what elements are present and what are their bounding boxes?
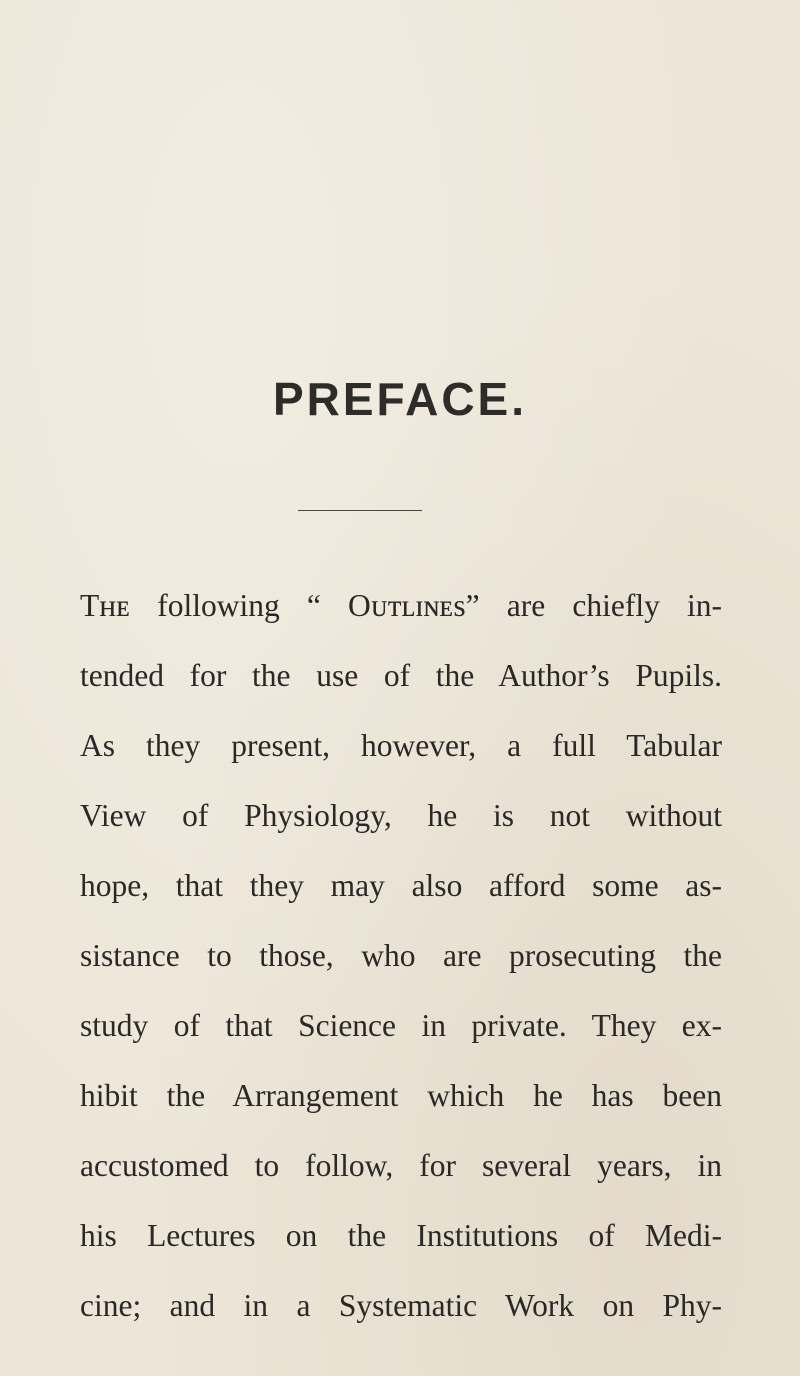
title-divider <box>298 510 422 511</box>
paragraph-line: Tʜᴇ following “ Oᴜᴛʟɪɴᴇs” are chiefly in- <box>80 588 722 623</box>
paragraph-line: accustomed to follow, for several years, in <box>80 1148 722 1183</box>
paragraph-line: study of that Science in private. They ex- <box>80 1008 722 1043</box>
paragraph-line: cine; and in a Systematic Work on Phy- <box>80 1288 722 1323</box>
page-title: PREFACE. <box>272 373 528 425</box>
paragraph-line: his Lectures on the Institutions of Medi- <box>80 1218 722 1253</box>
paragraph-line: View of Physiology, he is not without <box>80 798 722 833</box>
paragraph-line: hibit the Arrangement which he has been <box>80 1078 722 1113</box>
paragraph-line: sistance to those, who are prosecuting the <box>80 938 722 973</box>
preface-paragraph <box>80 578 722 1348</box>
paragraph-line: hope, that they may also afford some as- <box>80 868 722 903</box>
paragraph-line: As they present, however, a full Tabular <box>80 728 722 763</box>
paragraph-line: tended for the use of the Author’s Pupils. <box>80 658 722 693</box>
